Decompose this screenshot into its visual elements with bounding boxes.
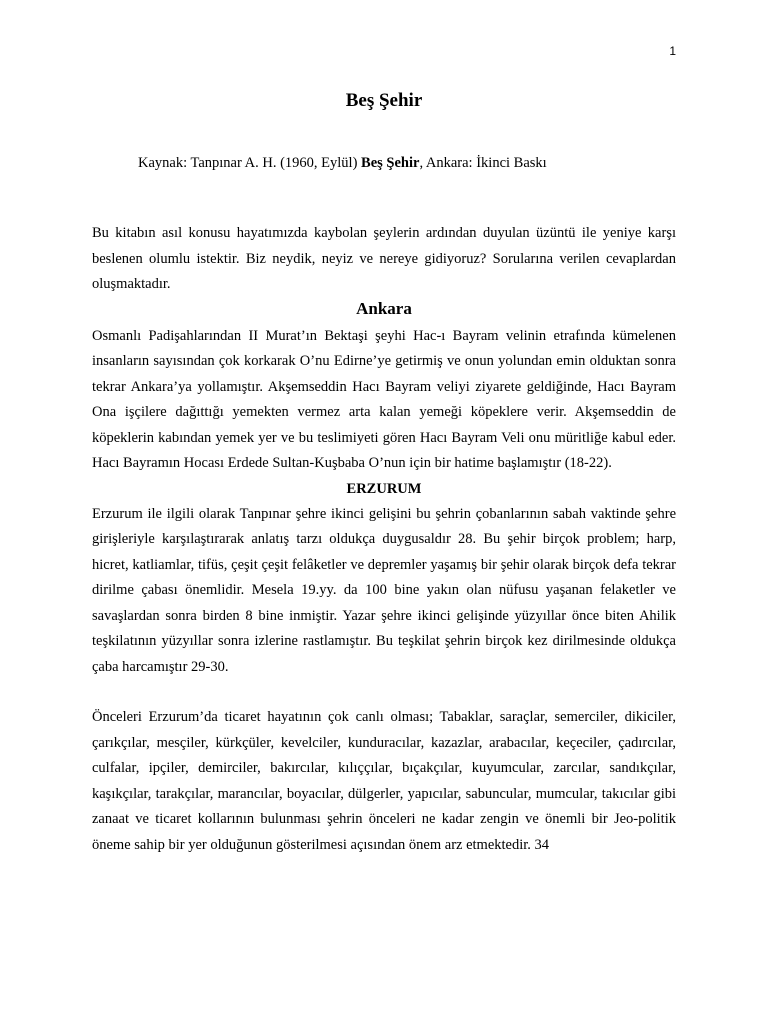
- intro-paragraph: Bu kitabın asıl konusu hayatımızda kaybolan şeylerin ardından duyulan üzüntü ile yeniye karşı beslenen olumlu istektir. Biz neydik, neyiz ve nereye gidiyoruz? Sorularına verilen cevaplardan oluşmaktadır.: [92, 225, 676, 292]
- source-book-title: Beş Şehir: [361, 155, 420, 171]
- document-title: Beş Şehir: [345, 90, 423, 111]
- section-heading-erzurum: ERZURUM: [346, 480, 422, 497]
- ankara-paragraph: Osmanlı Padişahlarından II Murat’ın Bektaşi şeyhi Hac-ı Bayram velinin etrafında kümelenen insanların sayısından çok korkarak O’nu Edirne’ye getirmiş ve onun yolundan emin olduktan sonra tekrar Ankara’ya yollamıştır. Akşemseddin Hacı Bayram veliyi ziyarete geldiğinde, Hacı Bayram Ona işçilere dağıttığı yemekten vermez arta kalan yemeği köpeklere verir. Akşemseddin de köpeklerin kabından yemek yer ve bu teslimiyeti gören Hacı Bayram Veli onu müritliğe kabul eder. Hacı Bayramın Hocası Erdede Sultan-Kuşbaba O’nun için bir hatime başlamıştır (18-22).: [92, 327, 676, 471]
- source-prefix: Kaynak: Tanpınar A. H. (1960, Eylül): [138, 155, 362, 171]
- section-heading-ankara: Ankara: [356, 298, 412, 318]
- document-body: [92, 90, 676, 858]
- source-suffix: , Ankara: İkinci Baskı: [419, 155, 547, 171]
- erzurum-paragraph-2: Önceleri Erzurum’da ticaret hayatının çok canlı olması; Tabaklar, saraçlar, semerciler, dikiciler, çarıkçılar, mesçiler, kürkçüler, kevelciler, kunduracılar, kazazlar, arabacılar, keçeciler, çadırcılar, culfalar, ipçiler, demirciler, bakırcılar, kılıççılar, bıçakçılar, kuyumcular, zarcılar, sandıkçılar, kaşıkçılar, tarakçılar, marancılar, boyacılar, dülgerler, yapıcılar, sabuncular, mumcular, takıcılar gibi zanaat ve ticaret kollarının bulunması şehrin önceleri ne kadar zengin ve önemli bir Jeo-politik öneme sahip bir yer olduğunun gösterilmesi açısından önem arz etmektedir. 34: [92, 709, 676, 853]
- page-number: 1: [669, 44, 676, 58]
- erzurum-paragraph-1: Erzurum ile ilgili olarak Tanpınar şehre ikinci gelişini bu şehrin çobanlarının sabah vaktinde şehre girişleriyle karşılaştırarak anlatış tarzı oldukça duygusaldır 28. Bu şehir birçok problem; harp, hicret, katliamlar, tifüs, çeşit çeşit felâketler ve depremler yaşamış bir şehir olarak birçok defa tekrar dirilme çabası önemlidir. Mesela 19.yy. da 100 bine yakın olan nüfusu yaşanan felaketler ve savaşlardan sonra birden 8 bine inmiştir. Yazar şehre ikinci gelişinde yüzyıllar önce biten Ahilik teşkilatının yüzyıllar sonra izlerine rastlamıştır. Bu teşkilat şehrin birçok kez dirilmesinde oldukça çaba harcamıştır 29-30.: [92, 505, 676, 675]
- source-citation: [138, 154, 676, 172]
